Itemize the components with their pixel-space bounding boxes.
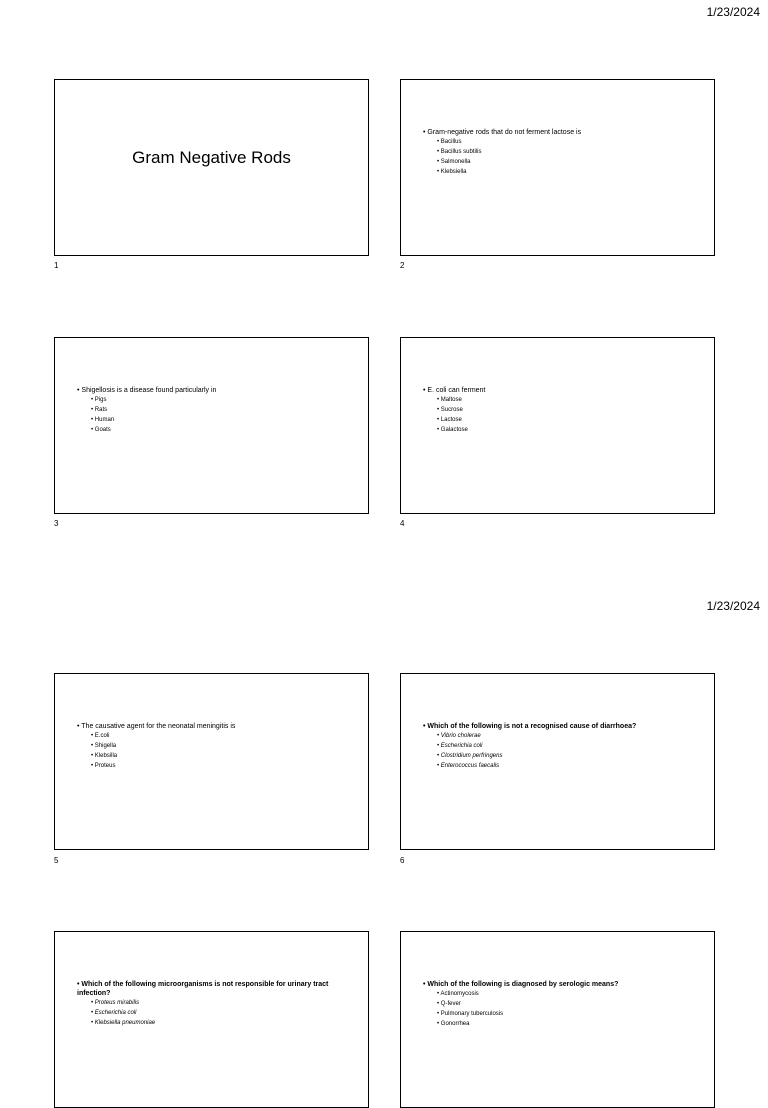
option-list	[423, 989, 700, 1029]
option-item: • Rats	[91, 405, 354, 415]
slide-thumbnail	[54, 337, 369, 514]
page-date: 1/23/2024	[706, 599, 760, 613]
option-list	[423, 137, 700, 177]
option-item: • Proteus mirabilis	[91, 998, 354, 1008]
slide-question: • Which of the following is diagnosed by serologic means?	[423, 980, 700, 989]
option-item: • Goats	[91, 425, 354, 435]
option-item: • Q-fever	[437, 999, 700, 1009]
slide-content	[77, 722, 354, 771]
option-item: • Vibrio cholerae	[437, 731, 700, 741]
option-list	[423, 395, 700, 435]
option-item: • Pigs	[91, 395, 354, 405]
option-item: • Human	[91, 415, 354, 425]
option-item: • Lactose	[437, 415, 700, 425]
option-item: • Sucrose	[437, 405, 700, 415]
slide-thumbnail	[400, 79, 715, 256]
slide-content	[77, 386, 354, 435]
slide-question: • Gram-negative rods that do not ferment lactose is	[423, 128, 700, 137]
option-list	[77, 731, 354, 771]
slide-question: • Which of the following microorganisms is not responsible for urinary tract infection?	[77, 980, 354, 998]
slide-title: Gram Negative Rods	[132, 148, 291, 167]
slide-number: 4	[400, 519, 405, 528]
slide-question: • E. coli can ferment	[423, 386, 700, 395]
slide-thumbnail	[400, 673, 715, 850]
option-item: • Maltose	[437, 395, 700, 405]
slide-number: 1	[54, 261, 59, 270]
option-item: • Klebsiella pneumoniae	[91, 1018, 354, 1028]
option-item: • Salmonella	[437, 157, 700, 167]
slide-question: • Which of the following is not a recognised cause of diarrhoea?	[423, 722, 700, 731]
slide-content	[423, 386, 700, 435]
slide-thumbnail	[54, 79, 369, 256]
option-item: • Escherichia coli	[91, 1008, 354, 1018]
slide-thumbnail	[54, 673, 369, 850]
option-item: • Gonorrhea	[437, 1019, 700, 1029]
slide-thumbnail	[400, 931, 715, 1108]
slide-content	[423, 980, 700, 1029]
option-item: • Bacillus subtilis	[437, 147, 700, 157]
option-item: • Escherichia coli	[437, 741, 700, 751]
option-item: • Clostridium perfringens	[437, 751, 700, 761]
option-item: • Shigella	[91, 741, 354, 751]
option-item: • Enterococcus faecalis	[437, 761, 700, 771]
page-date: 1/23/2024	[706, 5, 760, 19]
option-item: • Bacillus	[437, 137, 700, 147]
slide-content	[423, 128, 700, 177]
slide-content	[77, 980, 354, 1028]
option-list	[77, 395, 354, 435]
slide-content	[423, 722, 700, 771]
option-item: • Proteus	[91, 761, 354, 771]
option-item: • Klebsilla	[91, 751, 354, 761]
slide-number: 2	[400, 261, 405, 270]
slide-thumbnail	[400, 337, 715, 514]
slide-number: 6	[400, 856, 405, 865]
slide-number: 5	[54, 856, 59, 865]
option-item: • Klebsiella	[437, 167, 700, 177]
slide-question: • The causative agent for the neonatal meningitis is	[77, 722, 354, 731]
option-item: • Galactose	[437, 425, 700, 435]
option-list	[423, 731, 700, 771]
option-item: • E.coli	[91, 731, 354, 741]
option-item: • Actinomycosis	[437, 989, 700, 999]
option-item: • Pulmonary tuberculosis	[437, 1009, 700, 1019]
slide-number: 3	[54, 519, 59, 528]
slide-question: • Shigellosis is a disease found particularly in	[77, 386, 354, 395]
slide-thumbnail	[54, 931, 369, 1108]
